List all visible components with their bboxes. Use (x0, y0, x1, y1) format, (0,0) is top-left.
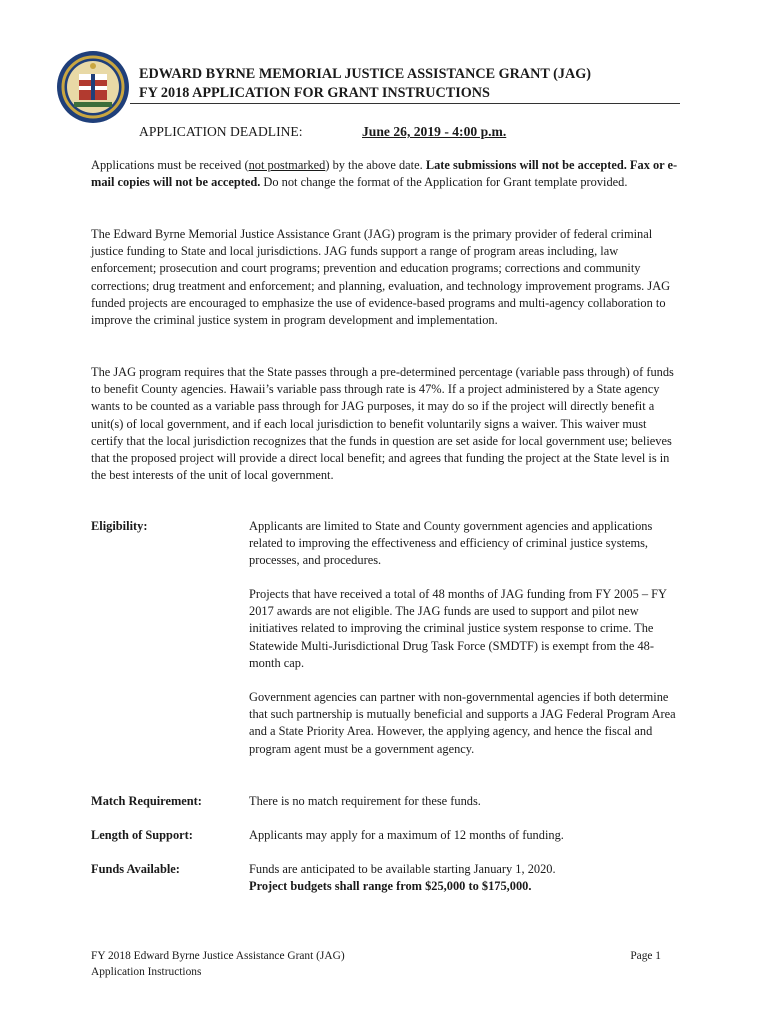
late-submission-warning: Late submissions will not be accepted. Fax or e-mail copies will not be accepted. (91, 158, 678, 190)
submission-text-b: ) by the above date. (325, 158, 426, 172)
funds-available-label: Funds Available: (91, 862, 180, 876)
submission-text-c: Do not change the format of the Application for Grant template provided. (260, 175, 628, 190)
match-requirement-text: There is no match requirement for these funds. (249, 794, 481, 808)
deadline-label: APPLICATION DEADLINE: (139, 124, 303, 139)
footer-line-2: Application Instructions (91, 965, 202, 978)
length-of-support-label: Length of Support: (91, 828, 193, 842)
state-seal-icon (56, 50, 130, 124)
title-line-1: EDWARD BYRNE MEMORIAL JUSTICE ASSISTANCE GRANT (JAG) (139, 66, 591, 82)
not-postmarked-text: not postmarked (248, 158, 326, 172)
pass-through-paragraph: The JAG program requires that the State passes through a pre-determined percentage (variable pass through) of funds to benefit County agencies. Hawaii’s variable pass through rate is 47%. If a project administered by a State agency wants to be counted as a variable pass through for JAG purposes, it may do so if the project will directly benefit a unit(s) of local government, and if each local jurisdiction to benefit voluntarily signs a waiver. This waiver must certify that the local jurisdiction recognizes that the funds in question are set aside for local government use; believes that the proposed project will provide a direct local benefit; and agrees that funding the project at the State level is in the best interests of the unit of local government. (91, 365, 674, 483)
footer-line-1: FY 2018 Edward Byrne Justice Assistance Grant (JAG) (91, 950, 345, 962)
application-deadline (139, 123, 506, 141)
eligibility-text-2: Projects that have received a total of 48 months of JAG funding from FY 2005 – FY 2017 awards are not eligible. The JAG funds are used to support and pilot new initiatives related to improving the criminal justice system response to crime. The Statewide Multi-Jurisdictional Drug Task Force (SMDTF) is exempt from the 48-month cap. (249, 587, 667, 670)
eligibility-text-3: Government agencies can partner with non-governmental agencies if both determine that such partnership is mutually beneficial and supports a JAG Federal Program Area and a State Priority Area. However, the applying agency, and hence the fiscal and program agent must be a government agency. (249, 690, 676, 756)
deadline-date: June 26, 2019 - 4:00 p.m. (362, 124, 507, 139)
eligibility-label: Eligibility: (91, 519, 148, 533)
length-of-support-text: Applicants may apply for a maximum of 12 months of funding. (249, 828, 564, 842)
budget-range: Project budgets shall range from $25,000 to $175,000. (249, 879, 532, 894)
page-number: Page 1 (630, 950, 661, 962)
submission-paragraph (91, 157, 681, 191)
document-title (139, 65, 699, 103)
header-divider (130, 103, 680, 104)
funds-start-date: Funds are anticipated to be available starting January 1, 2020. (249, 862, 556, 876)
page-footer (91, 949, 661, 980)
program-overview-paragraph: The Edward Byrne Memorial Justice Assistance Grant (JAG) program is the primary provider of federal criminal justice funding to State and local jurisdictions. JAG funds support a range of program areas including, law enforcement; prosecution and court programs; prevention and education programs; corrections and community corrections; drug treatment and enforcement; and planning, evaluation, and technology improvement programs. JAG funded projects are encouraged to emphasize the use of evidence-based programs and multi-agency collaboration to improve the criminal justice system in program development and implementation. (91, 227, 671, 328)
funds-available-text (249, 861, 679, 895)
match-requirement-label: Match Requirement: (91, 794, 202, 808)
eligibility-text-1: Applicants are limited to State and County government agencies and applications related to improving the effectiveness and efficiency of criminal justice systems, processes, and procedures. (249, 519, 653, 568)
submission-text-a: Applications must be received ( (91, 158, 249, 172)
title-line-2: FY 2018 APPLICATION FOR GRANT INSTRUCTIONS (139, 85, 490, 101)
